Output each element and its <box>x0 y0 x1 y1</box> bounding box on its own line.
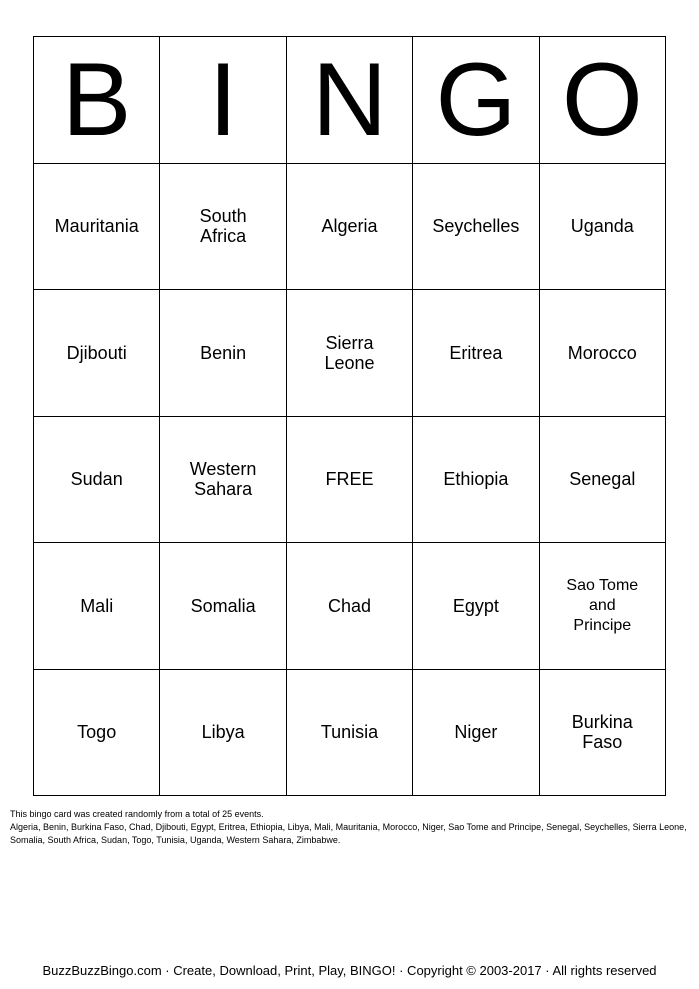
bingo-square[interactable] <box>287 670 413 797</box>
bingo-square[interactable] <box>160 417 286 544</box>
bingo-square[interactable] <box>413 417 539 544</box>
bingo-square-label: Djibouti <box>66 342 127 363</box>
bingo-square[interactable] <box>287 164 413 291</box>
bingo-square-label: Egypt <box>452 595 499 616</box>
card-info <box>10 808 692 847</box>
bingo-square[interactable] <box>287 543 413 670</box>
footer-copyright: BuzzBuzzBingo.com · Create, Download, Print, Play, BINGO! · Copyright © 2003-2017 · All rights reserved <box>42 963 657 978</box>
free-space[interactable] <box>287 417 413 544</box>
bingo-square-label: FREE <box>325 469 374 490</box>
card-info-event-list: Algeria, Benin, Burkina Faso, Chad, Djibouti, Egypt, Eritrea, Ethiopia, Libya, Mali, Mauritania, Morocco, Niger, Sao Tome and Principe, Senegal, Seychelles, Sierra Leone, Somalia, South Africa, Sudan, Togo, Tunisia, Uganda, Western Sahara, Zimbabwe. <box>10 822 687 845</box>
header-letter-b: B <box>34 37 160 164</box>
bingo-square[interactable] <box>540 543 666 670</box>
bingo-square[interactable] <box>287 290 413 417</box>
bingo-square[interactable] <box>34 670 160 797</box>
bingo-square[interactable] <box>413 164 539 291</box>
bingo-square-label: Togo <box>77 722 117 743</box>
bingo-square-label: Libya <box>201 722 245 743</box>
bingo-square-label: Mauritania <box>54 216 139 237</box>
bingo-square-label: Algeria <box>321 216 378 237</box>
bingo-square[interactable] <box>160 543 286 670</box>
bingo-square-label: Tunisia <box>320 722 379 743</box>
bingo-square[interactable] <box>34 290 160 417</box>
bingo-square-label: Niger <box>454 722 498 743</box>
bingo-square[interactable] <box>413 290 539 417</box>
header-letter-g: G <box>413 37 539 164</box>
bingo-square-label: South Africa <box>199 206 247 247</box>
bingo-square-label: Uganda <box>570 216 634 237</box>
card-info-summary: This bingo card was created randomly from a total of 25 events. <box>10 809 264 819</box>
bingo-square[interactable] <box>160 290 286 417</box>
bingo-square[interactable] <box>540 670 666 797</box>
bingo-square[interactable] <box>540 164 666 291</box>
bingo-square-label: Ethiopia <box>443 469 509 490</box>
bingo-square[interactable] <box>34 164 160 291</box>
bingo-square[interactable] <box>413 543 539 670</box>
bingo-square-label: Benin <box>200 342 247 363</box>
bingo-square[interactable] <box>34 543 160 670</box>
bingo-square-label: Sierra Leone <box>324 332 375 373</box>
header-letter-o: O <box>540 37 666 164</box>
header-letter-i: I <box>160 37 286 164</box>
bingo-square-label: Seychelles <box>432 216 520 237</box>
bingo-square-label: Eritrea <box>449 342 503 363</box>
bingo-square[interactable] <box>160 164 286 291</box>
bingo-square[interactable] <box>540 290 666 417</box>
bingo-card <box>33 36 666 796</box>
bingo-square-label: Burkina Faso <box>571 712 633 753</box>
bingo-square-label: Senegal <box>569 469 636 490</box>
bingo-square-label: Western Sahara <box>189 459 257 500</box>
bingo-square[interactable] <box>34 417 160 544</box>
header-letter-n: N <box>287 37 413 164</box>
bingo-square-label: Sao Tome and Principe <box>566 576 639 634</box>
bingo-square-label: Sudan <box>70 469 123 490</box>
bingo-square[interactable] <box>413 670 539 797</box>
bingo-square[interactable] <box>160 670 286 797</box>
bingo-square[interactable] <box>540 417 666 544</box>
bingo-square-label: Mali <box>80 595 114 616</box>
bingo-square-label: Chad <box>327 595 371 616</box>
bingo-square-label: Morocco <box>567 342 637 363</box>
bingo-square-label: Somalia <box>190 595 256 616</box>
